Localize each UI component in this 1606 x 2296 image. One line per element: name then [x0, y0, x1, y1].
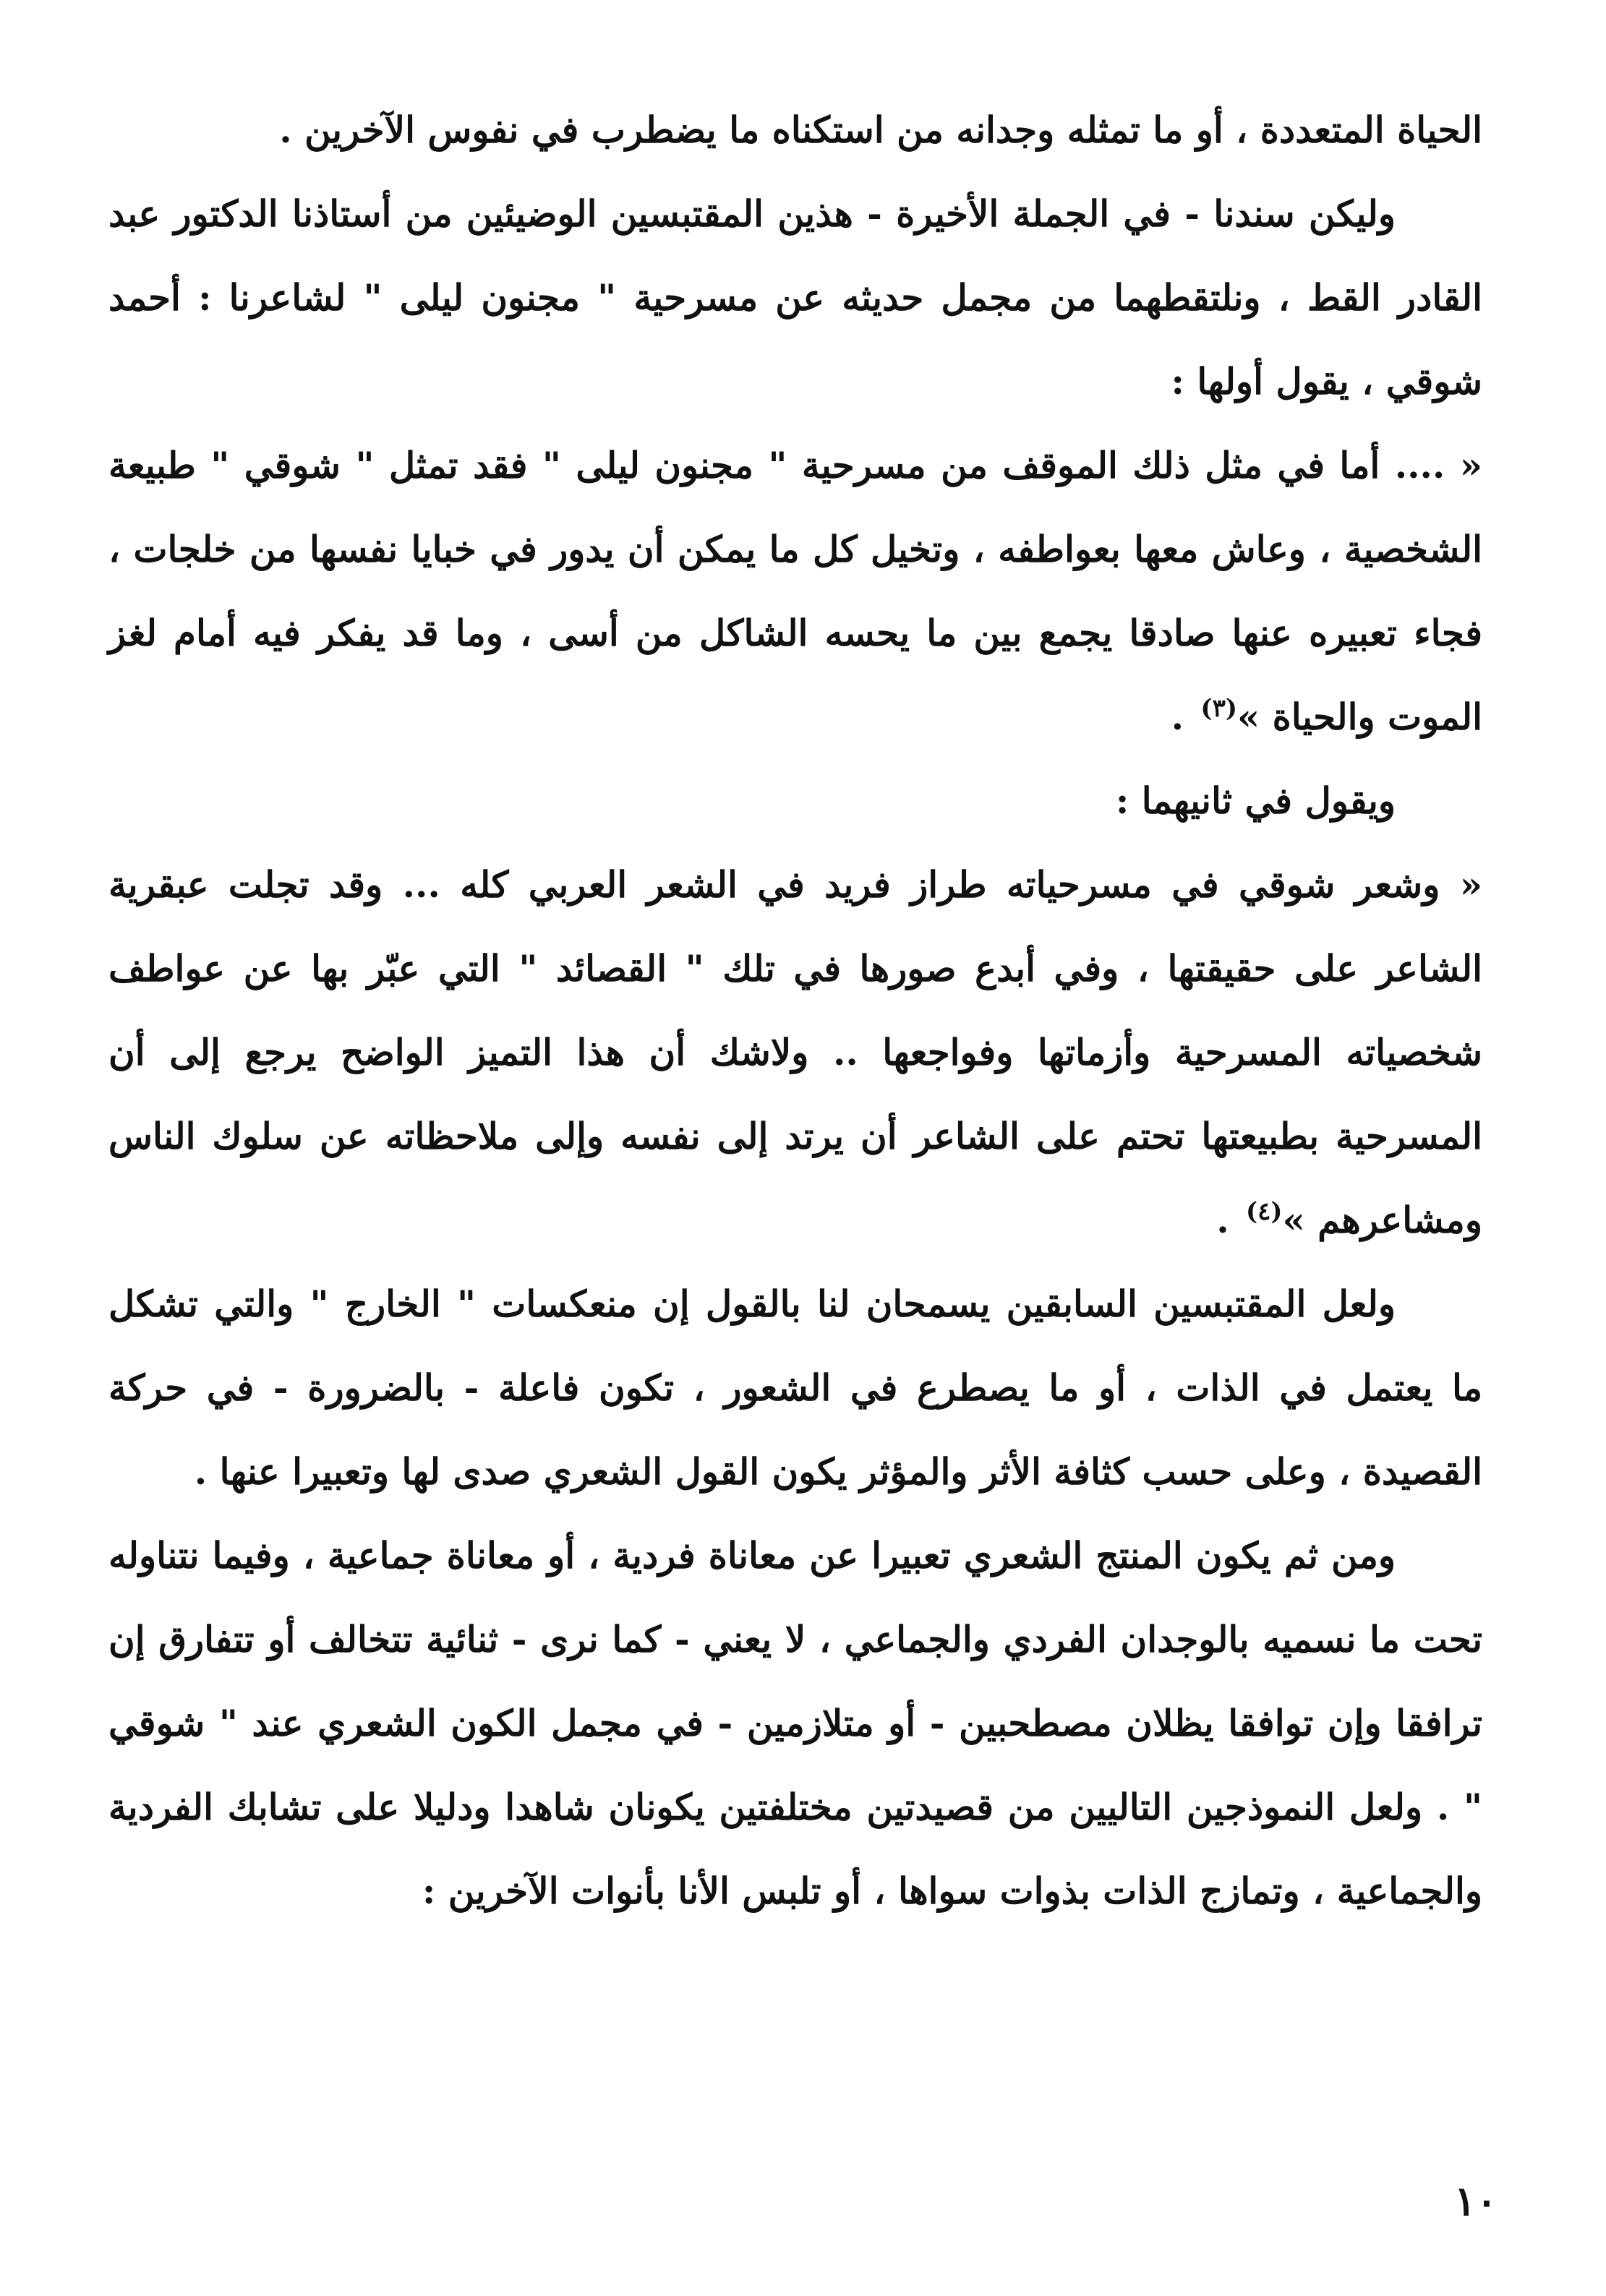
quote-1: [108, 424, 1482, 759]
page-body: [108, 88, 1482, 1933]
page-number: ١٠: [1453, 2177, 1498, 2225]
quote-2-tail: .: [1216, 1199, 1242, 1241]
quote-2: [108, 843, 1482, 1262]
paragraph-4: [108, 1262, 1482, 1514]
paragraph-5-text: ومن ثم يكون المنتج الشعري تعبيرا عن معاناة فردية ، أو معاناة جماعية ، وفيما نتناوله تحت ما نسميه بالوجدان الفردي والجماعي ، لا يعني - كما نرى - ثنائية تتخالف أو تتفارق إن ترافقا وإن توافقا يظلان مصطحبين - أو متلازمين - في مجمل الكون الشعري عند " شوقي " . ولعل النموذجين التاليين من قصيدتين مختلفتين يكونان شاهدا ودليلا على تشابك الفردية والجماعية ، وتمازج الذات بذوات سواها ، أو تلبس الأنا بأنوات الآخرين :: [108, 1534, 1482, 1912]
quote-2-text: « وشعر شوقي في مسرحياته طراز فريد في الشعر العربي كله ... وقد تجلت عبقرية الشاعر على حقيقتها ، وفي أبدع صورها في تلك " القصائد " التي عبّر بها عن عواطف شخصياته المسرحية وأزماتها وفواجعها .. ولاشك أن هذا التميز الواضح يرجع إلى أن المسرحية بطبيعتها تحتم على الشاعر أن يرتد إلى نفسه وإلى ملاحظاته عن سلوك الناس ومشاعرهم »: [108, 863, 1482, 1241]
paragraph-3-text: ويقول في ثانيهما :: [1115, 779, 1396, 822]
paragraph-4-text: ولعل المقتبسين السابقين يسمحان لنا بالقول إن منعكسات " الخارج " والتي تشكل ما يعتمل في الذات ، أو ما يصطرع في الشعور ، تكون فاعلة - بالضرورة - في حركة القصيدة ، وعلى حسب كثافة الأثر والمؤثر يكون القول الشعري صدى لها وتعبيرا عنها .: [108, 1282, 1482, 1493]
quote-1-text: « .... أما في مثل ذلك الموقف من مسرحية " مجنون ليلى " فقد تمثل " شوقي " طبيعة الشخصية ، وعاش معها بعواطفه ، وتخيل كل ما يمكن أن يدور في خبايا نفسها من خلجات ، فجاء تعبيره عنها صادقا يجمع بين ما يحسه الشاكل من أسى ، وما قد يفكر فيه أمام لغز الموت والحياة »: [108, 444, 1482, 738]
paragraph-2-text: وليكن سندنا - في الجملة الأخيرة - هذين المقتبسين الوضيئين من أستاذنا الدكتور عبد القادر القط ، ونلتقطهما من مجمل حديثه عن مسرحية " مجنون ليلى " لشاعرنا : أحمد شوقي ، يقول أولها :: [108, 192, 1482, 403]
paragraph-1: [108, 88, 1482, 172]
paragraph-2: [108, 172, 1482, 424]
paragraph-1-text: الحياة المتعددة ، أو ما تمثله وجدانه من استكناه ما يضطرب في نفوس الآخرين .: [279, 108, 1482, 151]
footnote-ref-4[interactable]: (٤): [1246, 1197, 1283, 1227]
paragraph-5: [108, 1514, 1482, 1933]
quote-1-tail: .: [1171, 695, 1197, 738]
footnote-ref-3[interactable]: (٣): [1200, 694, 1237, 724]
paragraph-3: [108, 759, 1482, 843]
